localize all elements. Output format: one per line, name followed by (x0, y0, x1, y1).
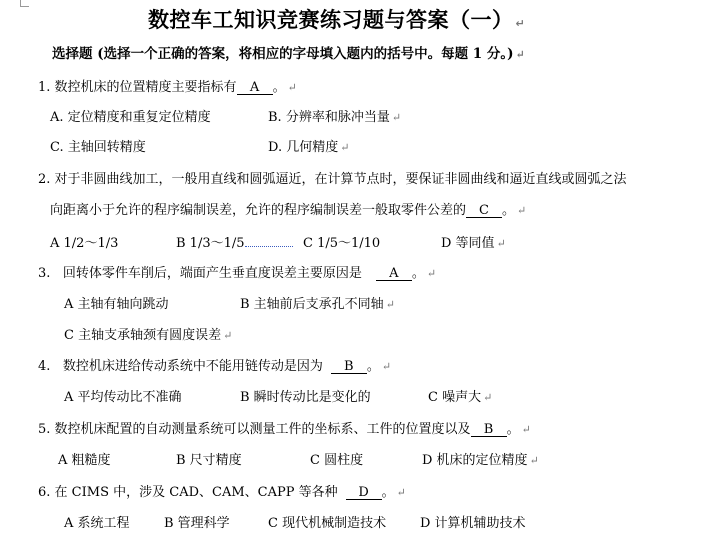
answer-blank: A (376, 267, 412, 281)
answer-blank: B (471, 423, 507, 437)
option: B 瞬时传动比是变化的 (240, 390, 371, 405)
option: B 1/3～1/5 (176, 232, 293, 251)
option: C 现代机械制造技术 (268, 516, 387, 531)
section-instruction (52, 42, 525, 62)
paragraph-mark-icon: ↵ (396, 486, 406, 499)
paragraph-mark-icon: ↵ (496, 237, 506, 250)
option: C 噪声大 ↵ (428, 390, 493, 405)
option: B 主轴前后支承孔不同轴 ↵ (240, 297, 395, 312)
question-6: 6. 在 CIMS 中，涉及 CAD、CAM、CAPP 等各种 D 。 ↵ (38, 485, 406, 500)
paragraph-mark-icon: ↵ (521, 423, 531, 436)
tab-leader (245, 246, 293, 247)
option: A 1/2～1/3 (50, 236, 119, 251)
option: A 主轴有轴向跳动 (64, 297, 169, 312)
option: A. 定位精度和重复定位精度 (50, 110, 211, 125)
paragraph-mark-icon: ↵ (483, 391, 493, 404)
paragraph-mark-icon: ↵ (517, 204, 527, 217)
question-3: 3. 回转体零件车削后，端面产生垂直度误差主要原因是 A 。 ↵ (38, 266, 437, 281)
paragraph-mark-icon: ↵ (340, 141, 350, 154)
question-2: 2. 对于非圆曲线加工，一般用直线和圆弧逼近，在计算节点时，要保证非圆曲线和逼近直线或圆弧之法 (38, 172, 627, 187)
paragraph-mark-icon: ↵ (223, 329, 233, 342)
option: D. 几何精度 ↵ (268, 140, 350, 155)
paragraph-mark-icon: ↵ (426, 267, 437, 280)
option: B 尺寸精度 (176, 453, 242, 468)
paragraph-mark-icon: ↵ (287, 81, 297, 94)
question-4: 4. 数控机床进给传动系统中不能用链传动是因为 B 。 ↵ (38, 359, 392, 374)
answer-blank: A (237, 81, 273, 95)
paragraph-mark-icon: ↵ (391, 111, 402, 124)
option: C 1/5～1/10 (303, 236, 381, 251)
paragraph-mark-icon: ↵ (529, 454, 539, 467)
page-corner-mark (20, 0, 29, 7)
question-1: 1. 数控机床的位置精度主要指标有 A 。 ↵ (38, 80, 297, 95)
section-instruction-text: (选择一个正确的答案，将相应的字母填入题内的括号中。每题 1 分。) (92, 46, 514, 62)
option: A 平均传动比不准确 (64, 390, 182, 405)
paragraph-mark-icon: ↵ (381, 360, 392, 373)
answer-blank: C (466, 204, 502, 218)
option: D 计算机辅助技术 (420, 516, 526, 531)
paragraph-mark-icon: ↵ (385, 298, 395, 311)
paragraph-mark-icon: ↵ (515, 17, 526, 30)
option: C 圆柱度 (310, 453, 364, 468)
option: C 主轴支承轴颈有圆度误差 ↵ (64, 328, 233, 343)
document-title: 数控车工知识竞赛练习题与答案（一） ↵ (148, 8, 526, 32)
answer-blank: B (331, 360, 367, 374)
option: B. 分辨率和脉冲当量 ↵ (268, 110, 402, 125)
paragraph-mark-icon: ↵ (515, 48, 525, 61)
question-2-continued: 向距离小于允许的程序编制误差，允许的程序编制误差一般取零件公差的 C 。 ↵ (50, 203, 527, 218)
option: C. 主轴回转精度 (50, 140, 146, 155)
answer-blank: D (346, 486, 382, 500)
question-5: 5. 数控机床配置的自动测量系统可以测量工件的坐标系、工件的位置度以及 B 。 ↵ (38, 422, 531, 437)
section-label: 选择题 (52, 46, 93, 62)
option: D 等同值 ↵ (441, 236, 506, 251)
option: A 系统工程 (64, 516, 130, 531)
option: B 管理科学 (164, 516, 230, 531)
option: D 机床的定位精度 ↵ (422, 453, 539, 468)
option: A 粗糙度 (58, 453, 111, 468)
